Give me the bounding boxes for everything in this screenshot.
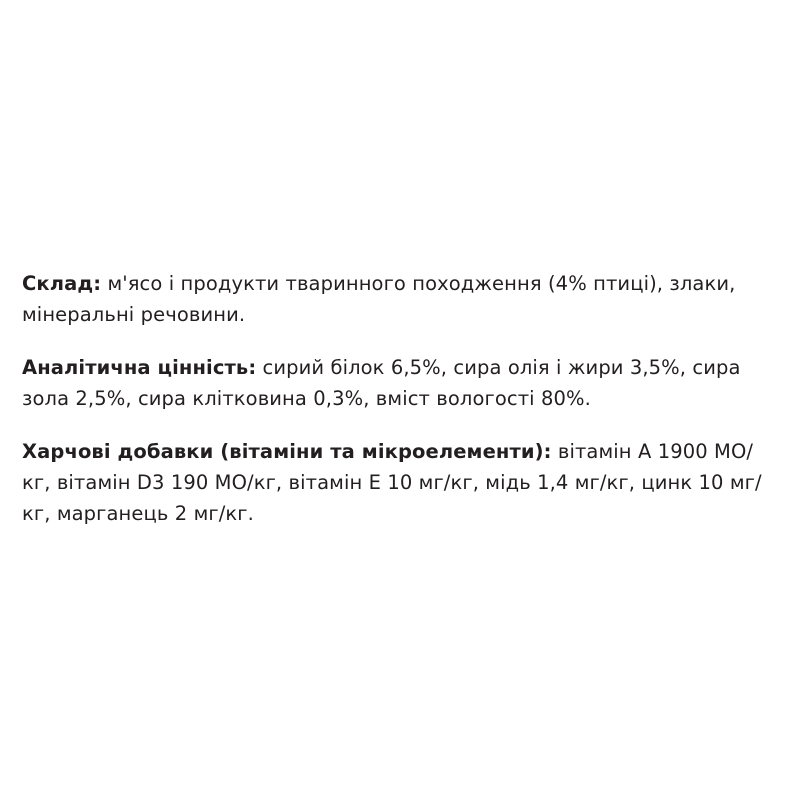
paragraph-composition-label: Склад: <box>22 272 102 295</box>
paragraph-analytical-value-label: Аналітична цінність: <box>22 356 257 379</box>
paragraph-analytical-value-text: сирий білок 6,5%, сира олія і жири 3,5%, сира зола 2,5%, сира клітковина 0,3%, вміст вологості 80%. <box>22 356 741 410</box>
paragraph-composition-text: м'ясо і продукти тваринного походження (4% птиці), злаки, мінеральні речовини. <box>22 272 736 326</box>
paragraph-composition <box>22 268 778 330</box>
composition-text-block <box>22 268 778 529</box>
paragraph-analytical-value <box>22 352 778 414</box>
paragraph-nutritional-additives-label: Харчові добавки (вітаміни та мікроелементи): <box>22 440 552 463</box>
paragraph-nutritional-additives <box>22 436 778 529</box>
paragraph-nutritional-additives-text: вітамін А 1900 МО/кг, вітамін D3 190 МО/кг, вітамін Е 10 мг/кг, мідь 1,4 мг/кг, цинк 10 мг/кг, марганець 2 мг/кг. <box>22 440 762 525</box>
